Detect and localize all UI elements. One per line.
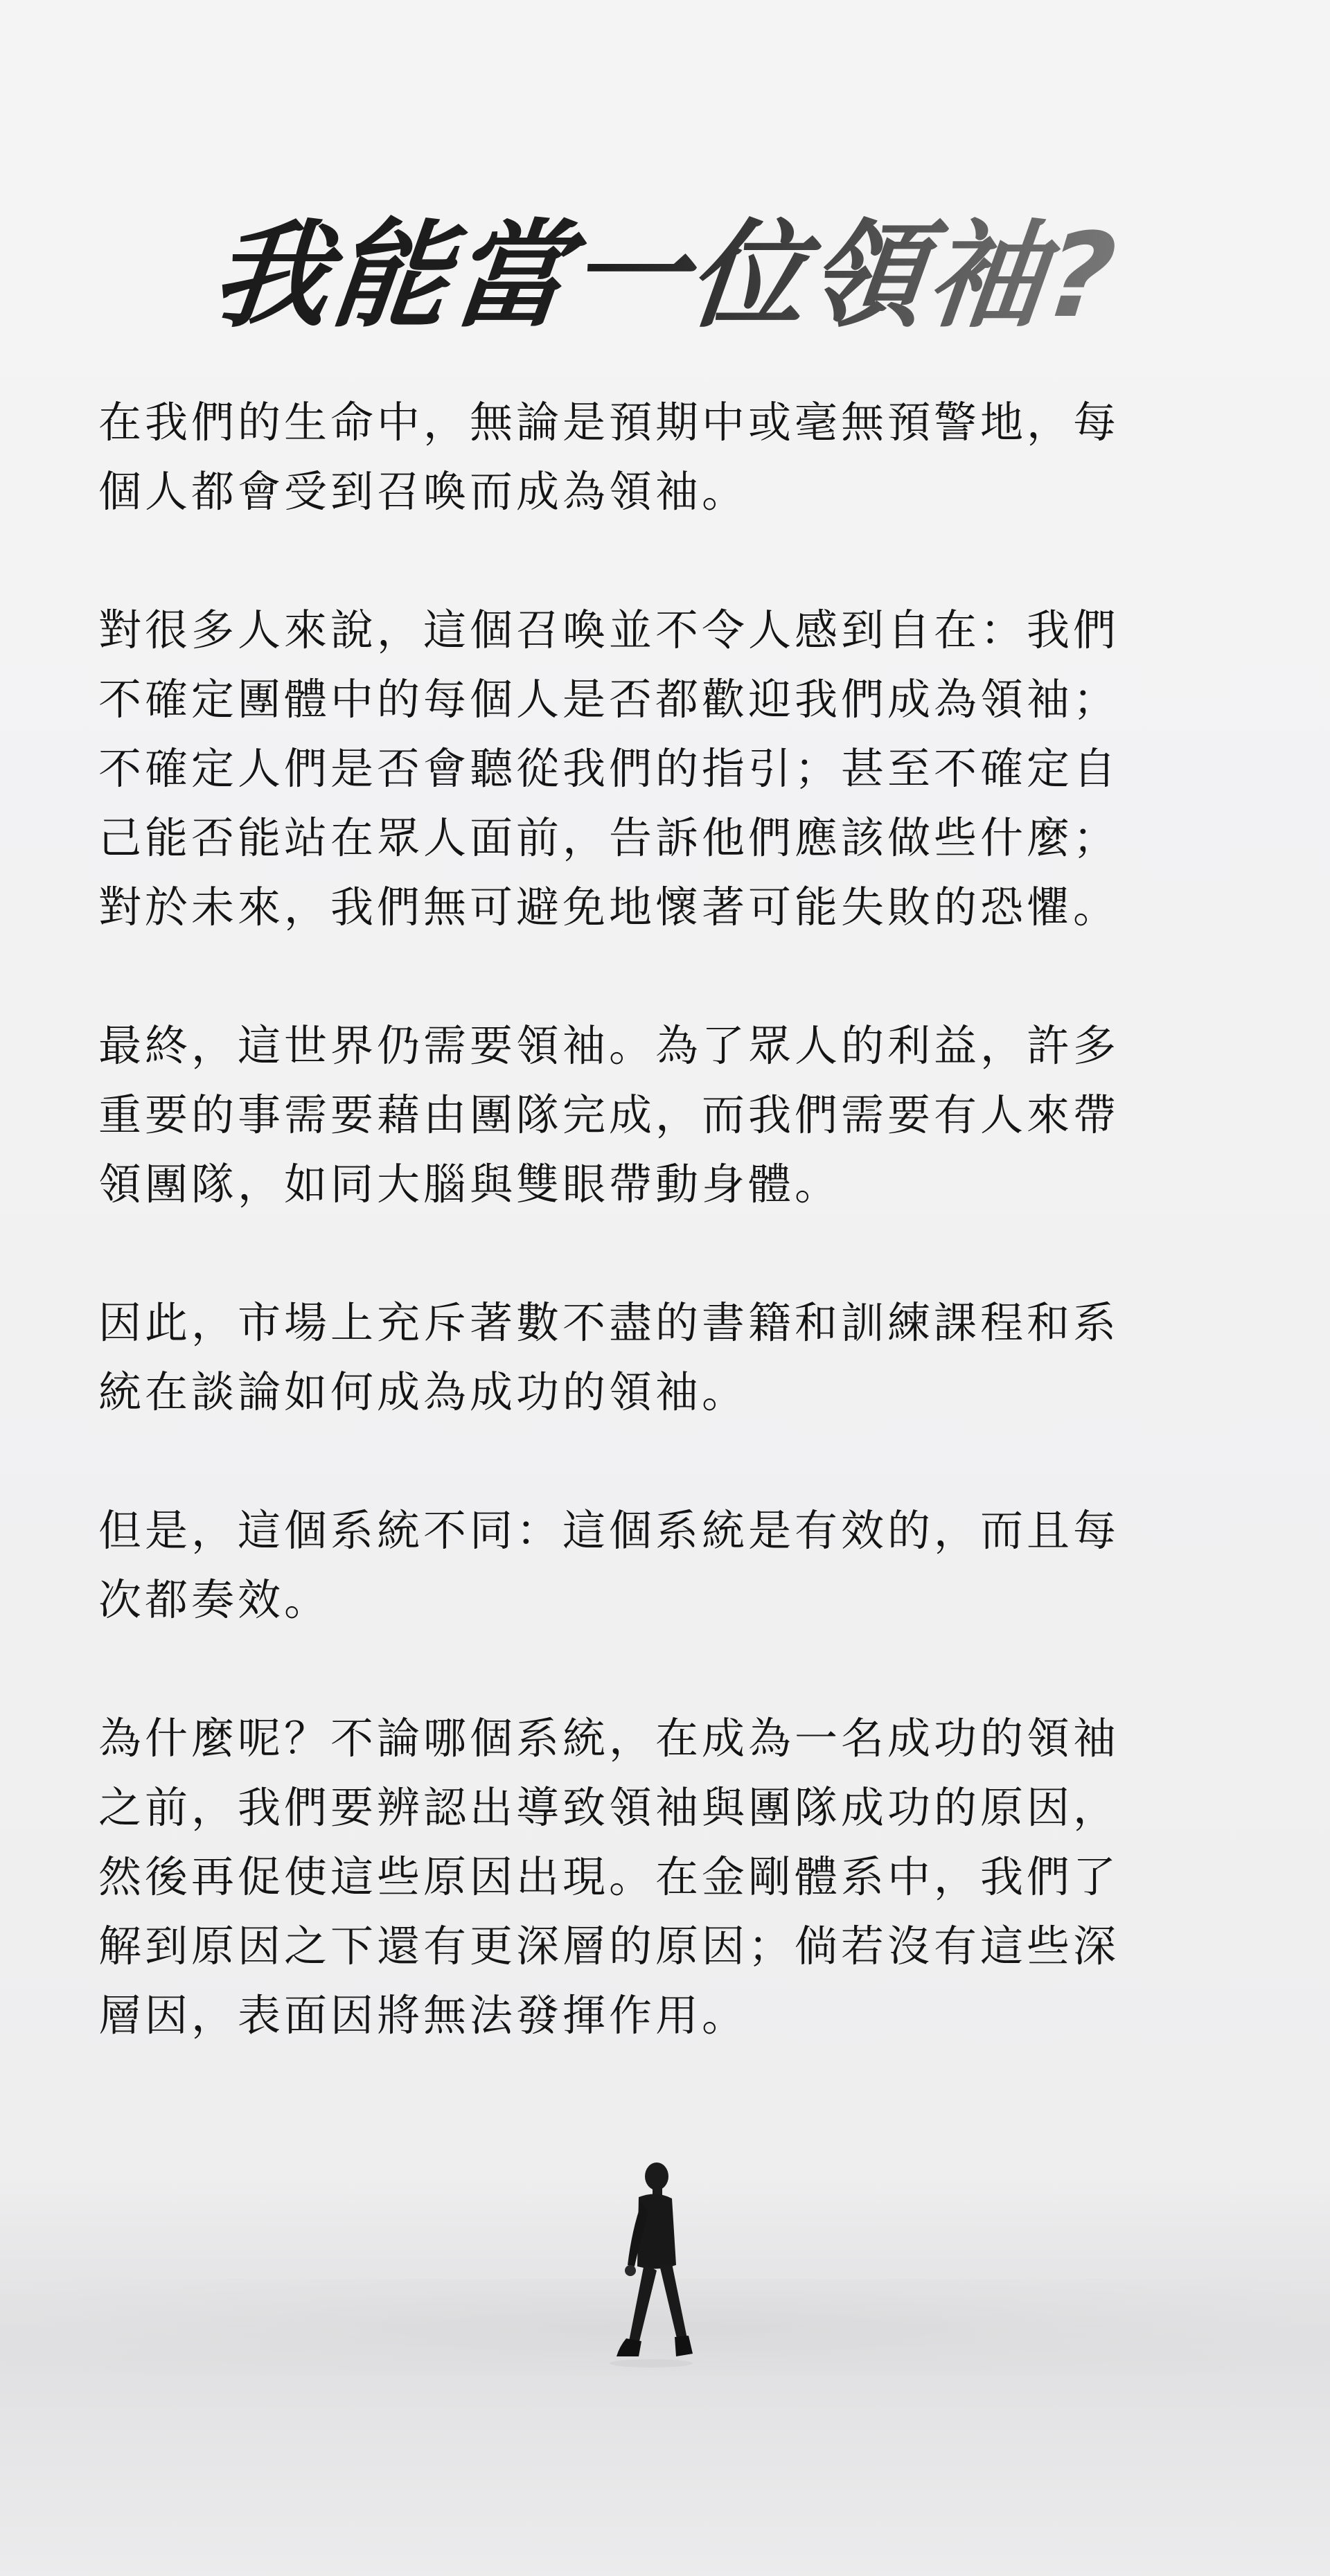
walker-shadow [610,2359,693,2368]
article-body [98,388,1234,2050]
paragraph: 為什麼呢？不論哪個系統，在成為一名成功的領袖 之前，我們要辨認出導致領袖與團隊成功的原因， 然後再促使這些原因出現。在金剛體系中，我們了 解到原因之下還有更深層的原因；倘若沒有這些深 層因，表面因將無法發揮作用。 [98,1713,1120,2041]
walker-leg-back [629,2264,657,2344]
walking-person-image [596,2161,713,2369]
walker-boot-front [675,2336,693,2356]
paragraph: 對很多人來說，這個召喚並不令人感到自在：我們 不確定團體中的每個人是否都歡迎我們成為領袖； 不確定人們是否會聽從我們的指引；甚至不確定自 己能否能站在眾人面前，告訴他們應該做些什麼； 對於未來，我們無可避免地懷著可能失敗的恐懼。 [98,605,1120,932]
paragraph: 最終，這世界仍需要領袖。為了眾人的利益，許多 重要的事需要藉由團隊完成，而我們需要有人來帶 領團隊，如同大腦與雙眼帶動身體。 [98,1020,1120,1209]
walker-leg-front [659,2264,687,2341]
paragraph: 因此，市場上充斥著數不盡的書籍和訓練課程和系 統在談論如何成為成功的領袖。 [98,1297,1120,1417]
walker-hand [625,2265,636,2276]
walker-head [645,2162,668,2190]
page-title: 我能當一位領袖? [0,206,1330,345]
walker-boot-back [617,2338,641,2356]
paragraph: 但是，這個系統不同：這個系統是有效的，而且每 次都奏效。 [98,1505,1120,1625]
paragraph: 在我們的生命中，無論是預期中或毫無預警地，每 個人都會受到召喚而成為領袖。 [98,397,1120,517]
